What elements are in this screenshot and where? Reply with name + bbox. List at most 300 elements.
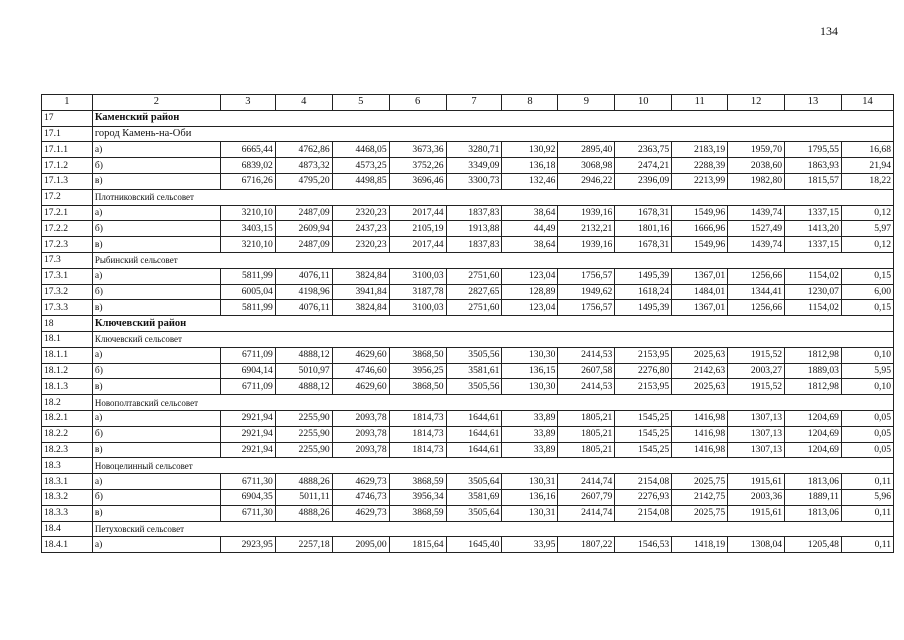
value-cell: 2276,80 [615,363,672,379]
value-cell: 0,10 [841,379,893,395]
subsection-row [42,126,894,142]
section-title: Ключевский район [92,316,893,332]
row-label: в) [92,442,220,458]
value-cell: 1439,74 [728,237,785,253]
value-cell: 4873,32 [275,158,332,174]
value-cell: 2437,23 [332,221,389,237]
value-cell: 2255,90 [275,442,332,458]
row-label: а) [92,537,220,553]
value-cell: 4629,60 [332,347,389,363]
value-cell: 1256,66 [728,300,785,316]
value-cell: 1863,93 [785,158,842,174]
row-label: в) [92,379,220,395]
value-cell: 4746,60 [332,363,389,379]
value-cell: 3187,78 [389,284,446,300]
value-cell: 3696,46 [389,173,446,189]
table-row [42,379,894,395]
value-cell: 1549,96 [672,237,728,253]
row-label: а) [92,268,220,284]
value-cell: 2414,74 [558,474,615,490]
value-cell: 130,31 [502,505,558,521]
value-cell: 1813,06 [785,474,842,490]
value-cell: 3824,84 [332,268,389,284]
value-cell: 1416,98 [672,426,728,442]
row-code: 18.4 [42,521,93,537]
row-code: 17.1.3 [42,173,93,189]
value-cell: 1959,70 [728,142,785,158]
value-cell: 2414,53 [558,347,615,363]
value-cell: 1813,06 [785,505,842,521]
subsection-title: Плотниковский сельсовет [92,189,893,205]
value-cell: 6711,30 [220,474,275,490]
value-cell: 5011,11 [275,489,332,505]
value-cell: 3100,03 [389,300,446,316]
row-code: 18.1.2 [42,363,93,379]
value-cell: 4629,60 [332,379,389,395]
value-cell: 1307,13 [728,426,785,442]
column-number: 9 [558,95,615,111]
value-cell: 1837,83 [446,205,502,221]
value-cell: 38,64 [502,237,558,253]
value-cell: 4888,12 [275,347,332,363]
row-label: а) [92,142,220,158]
value-cell: 3280,71 [446,142,502,158]
value-cell: 5010,97 [275,363,332,379]
value-cell: 3868,50 [389,347,446,363]
tariff-table [41,94,894,553]
value-cell: 1812,98 [785,379,842,395]
value-cell: 1915,61 [728,505,785,521]
value-cell: 3956,25 [389,363,446,379]
value-cell: 6711,09 [220,347,275,363]
row-label: б) [92,158,220,174]
value-cell: 2038,60 [728,158,785,174]
column-number: 14 [841,95,893,111]
value-cell: 2923,95 [220,537,275,553]
value-cell: 1367,01 [672,300,728,316]
row-label: б) [92,284,220,300]
value-cell: 2946,22 [558,173,615,189]
value-cell: 5811,99 [220,300,275,316]
table-row [42,505,894,521]
value-cell: 2921,94 [220,410,275,426]
value-cell: 1307,13 [728,442,785,458]
value-cell: 2921,94 [220,442,275,458]
value-cell: 2025,75 [672,505,728,521]
table-row [42,142,894,158]
value-cell: 2003,36 [728,489,785,505]
row-code: 18 [42,316,93,332]
value-cell: 33,95 [502,537,558,553]
subsection-title: город Камень-на-Оби [92,126,893,142]
value-cell: 0,11 [841,474,893,490]
value-cell: 5,96 [841,489,893,505]
row-code: 18.3.3 [42,505,93,521]
value-cell: 2255,90 [275,426,332,442]
value-cell: 1815,64 [389,537,446,553]
subsection-title: Петуховский сельсовет [92,521,893,537]
table-row [42,173,894,189]
value-cell: 1939,16 [558,205,615,221]
value-cell: 3868,59 [389,474,446,490]
column-number: 11 [672,95,728,111]
row-code: 18.3.2 [42,489,93,505]
subsection-row [42,458,894,474]
value-cell: 2414,74 [558,505,615,521]
row-label: а) [92,474,220,490]
table-row [42,347,894,363]
value-cell: 21,94 [841,158,893,174]
row-code: 18.1.1 [42,347,93,363]
value-cell: 1367,01 [672,268,728,284]
column-number: 6 [389,95,446,111]
value-cell: 2105,19 [389,221,446,237]
value-cell: 1230,07 [785,284,842,300]
row-label: а) [92,347,220,363]
value-cell: 1545,25 [615,426,672,442]
value-cell: 1204,69 [785,426,842,442]
row-code: 17.2.2 [42,221,93,237]
row-label: а) [92,205,220,221]
table-row [42,221,894,237]
value-cell: 1939,16 [558,237,615,253]
value-cell: 0,11 [841,537,893,553]
value-cell: 1915,52 [728,347,785,363]
value-cell: 6716,26 [220,173,275,189]
row-code: 18.2.3 [42,442,93,458]
value-cell: 1837,83 [446,237,502,253]
row-code: 17.2.3 [42,237,93,253]
value-cell: 1416,98 [672,442,728,458]
section-row [42,110,894,126]
row-label: в) [92,505,220,521]
value-cell: 0,12 [841,205,893,221]
value-cell: 3868,59 [389,505,446,521]
table-row [42,410,894,426]
value-cell: 4762,86 [275,142,332,158]
row-code: 17.3.3 [42,300,93,316]
value-cell: 2142,63 [672,363,728,379]
section-row [42,316,894,332]
value-cell: 2474,21 [615,158,672,174]
row-label: а) [92,410,220,426]
value-cell: 1889,11 [785,489,842,505]
value-cell: 1915,52 [728,379,785,395]
row-code: 18.3 [42,458,93,474]
row-code: 17.3.2 [42,284,93,300]
column-number: 3 [220,95,275,111]
value-cell: 4888,26 [275,505,332,521]
value-cell: 44,49 [502,221,558,237]
row-code: 17.3.1 [42,268,93,284]
value-cell: 1416,98 [672,410,728,426]
table-row [42,442,894,458]
table-row [42,426,894,442]
value-cell: 2132,21 [558,221,615,237]
value-cell: 33,89 [502,410,558,426]
value-cell: 3403,15 [220,221,275,237]
value-cell: 1545,25 [615,442,672,458]
value-cell: 2093,78 [332,410,389,426]
value-cell: 136,16 [502,489,558,505]
table-row [42,363,894,379]
value-cell: 1805,21 [558,426,615,442]
value-cell: 1344,41 [728,284,785,300]
value-cell: 4198,96 [275,284,332,300]
table-row [42,284,894,300]
value-cell: 1645,40 [446,537,502,553]
row-code: 18.2 [42,395,93,411]
value-cell: 128,89 [502,284,558,300]
value-cell: 1545,25 [615,410,672,426]
value-cell: 136,18 [502,158,558,174]
row-label: б) [92,221,220,237]
value-cell: 4746,73 [332,489,389,505]
value-cell: 1495,39 [615,268,672,284]
value-cell: 4629,73 [332,474,389,490]
value-cell: 130,92 [502,142,558,158]
value-cell: 2025,75 [672,474,728,490]
subsection-row [42,189,894,205]
table-row [42,489,894,505]
value-cell: 1678,31 [615,205,672,221]
table-row [42,537,894,553]
value-cell: 2396,09 [615,173,672,189]
value-cell: 33,89 [502,426,558,442]
table-row [42,158,894,174]
value-cell: 4888,26 [275,474,332,490]
value-cell: 1484,01 [672,284,728,300]
value-cell: 2895,40 [558,142,615,158]
value-cell: 1915,61 [728,474,785,490]
value-cell: 2095,00 [332,537,389,553]
row-label: в) [92,300,220,316]
subsection-row [42,331,894,347]
value-cell: 1549,96 [672,205,728,221]
value-cell: 3505,56 [446,347,502,363]
value-cell: 1807,22 [558,537,615,553]
value-cell: 1439,74 [728,205,785,221]
value-cell: 3210,10 [220,237,275,253]
value-cell: 1644,61 [446,442,502,458]
subsection-row [42,252,894,268]
value-cell: 2827,65 [446,284,502,300]
column-number: 12 [728,95,785,111]
column-number: 1 [42,95,93,111]
value-cell: 2153,95 [615,379,672,395]
column-number-row [42,95,894,111]
value-cell: 3752,26 [389,158,446,174]
value-cell: 0,11 [841,505,893,521]
subsection-title: Новополтавский сельсовет [92,395,893,411]
row-label: в) [92,173,220,189]
value-cell: 3956,34 [389,489,446,505]
value-cell: 1308,04 [728,537,785,553]
column-number: 5 [332,95,389,111]
row-code: 17.2.1 [42,205,93,221]
table-row [42,268,894,284]
subsection-title: Новоцелинный сельсовет [92,458,893,474]
value-cell: 1795,55 [785,142,842,158]
value-cell: 4076,11 [275,300,332,316]
value-cell: 1154,02 [785,300,842,316]
table-row [42,474,894,490]
value-cell: 1949,62 [558,284,615,300]
value-cell: 2213,99 [672,173,728,189]
row-label: б) [92,363,220,379]
value-cell: 2607,58 [558,363,615,379]
value-cell: 5,95 [841,363,893,379]
value-cell: 18,22 [841,173,893,189]
value-cell: 1205,48 [785,537,842,553]
value-cell: 2093,78 [332,442,389,458]
value-cell: 1307,13 [728,410,785,426]
row-code: 18.2.1 [42,410,93,426]
value-cell: 3210,10 [220,205,275,221]
row-code: 17.1 [42,126,93,142]
value-cell: 33,89 [502,442,558,458]
value-cell: 3581,61 [446,363,502,379]
value-cell: 1756,57 [558,300,615,316]
value-cell: 3581,69 [446,489,502,505]
value-cell: 1546,53 [615,537,672,553]
value-cell: 0,15 [841,300,893,316]
row-code: 17.2 [42,189,93,205]
value-cell: 2025,63 [672,347,728,363]
value-cell: 3505,64 [446,474,502,490]
value-cell: 0,12 [841,237,893,253]
table-row [42,300,894,316]
value-cell: 4795,20 [275,173,332,189]
row-label: в) [92,237,220,253]
value-cell: 4468,05 [332,142,389,158]
column-number: 13 [785,95,842,111]
row-code: 17.1.1 [42,142,93,158]
value-cell: 1154,02 [785,268,842,284]
table-row [42,205,894,221]
value-cell: 0,05 [841,442,893,458]
value-cell: 130,31 [502,474,558,490]
value-cell: 3068,98 [558,158,615,174]
value-cell: 1644,61 [446,426,502,442]
value-cell: 2288,39 [672,158,728,174]
value-cell: 1618,24 [615,284,672,300]
value-cell: 3868,50 [389,379,446,395]
value-cell: 1814,73 [389,410,446,426]
value-cell: 1204,69 [785,410,842,426]
value-cell: 5,97 [841,221,893,237]
value-cell: 2255,90 [275,410,332,426]
value-cell: 2003,27 [728,363,785,379]
value-cell: 132,46 [502,173,558,189]
value-cell: 1337,15 [785,237,842,253]
value-cell: 0,10 [841,347,893,363]
subsection-title: Рыбинский сельсовет [92,252,893,268]
value-cell: 1889,03 [785,363,842,379]
value-cell: 6665,44 [220,142,275,158]
value-cell: 2363,75 [615,142,672,158]
value-cell: 2320,23 [332,237,389,253]
column-number: 2 [92,95,220,111]
value-cell: 3673,36 [389,142,446,158]
value-cell: 2609,94 [275,221,332,237]
value-cell: 1413,20 [785,221,842,237]
value-cell: 1814,73 [389,442,446,458]
value-cell: 2017,44 [389,205,446,221]
value-cell: 123,04 [502,268,558,284]
value-cell: 130,30 [502,379,558,395]
value-cell: 2154,08 [615,505,672,521]
row-code: 18.1 [42,331,93,347]
value-cell: 3100,03 [389,268,446,284]
value-cell: 1815,57 [785,173,842,189]
value-cell: 1204,69 [785,442,842,458]
value-cell: 2751,60 [446,268,502,284]
value-cell: 1801,16 [615,221,672,237]
value-cell: 1756,57 [558,268,615,284]
column-number: 8 [502,95,558,111]
value-cell: 1982,80 [728,173,785,189]
value-cell: 2607,79 [558,489,615,505]
row-code: 17.3 [42,252,93,268]
value-cell: 2487,09 [275,237,332,253]
value-cell: 3941,84 [332,284,389,300]
value-cell: 4629,73 [332,505,389,521]
value-cell: 16,68 [841,142,893,158]
value-cell: 2183,19 [672,142,728,158]
value-cell: 6711,09 [220,379,275,395]
value-cell: 3505,56 [446,379,502,395]
value-cell: 2414,53 [558,379,615,395]
column-number: 4 [275,95,332,111]
value-cell: 1256,66 [728,268,785,284]
value-cell: 2017,44 [389,237,446,253]
value-cell: 0,15 [841,268,893,284]
value-cell: 2276,93 [615,489,672,505]
value-cell: 123,04 [502,300,558,316]
column-number: 7 [446,95,502,111]
value-cell: 1678,31 [615,237,672,253]
value-cell: 2093,78 [332,426,389,442]
subsection-row [42,521,894,537]
value-cell: 5811,99 [220,268,275,284]
value-cell: 6839,02 [220,158,275,174]
value-cell: 136,15 [502,363,558,379]
value-cell: 1913,88 [446,221,502,237]
subsection-title: Ключевский сельсовет [92,331,893,347]
value-cell: 3505,64 [446,505,502,521]
value-cell: 2751,60 [446,300,502,316]
section-title: Каменский район [92,110,893,126]
value-cell: 38,64 [502,205,558,221]
value-cell: 1666,96 [672,221,728,237]
table-row [42,237,894,253]
row-label: б) [92,426,220,442]
row-code: 17.1.2 [42,158,93,174]
value-cell: 6005,04 [220,284,275,300]
row-code: 18.4.1 [42,537,93,553]
value-cell: 4573,25 [332,158,389,174]
value-cell: 4076,11 [275,268,332,284]
subsection-row [42,395,894,411]
value-cell: 4498,85 [332,173,389,189]
row-code: 18.3.1 [42,474,93,490]
value-cell: 1337,15 [785,205,842,221]
value-cell: 1812,98 [785,347,842,363]
value-cell: 2025,63 [672,379,728,395]
value-cell: 1495,39 [615,300,672,316]
value-cell: 1805,21 [558,410,615,426]
